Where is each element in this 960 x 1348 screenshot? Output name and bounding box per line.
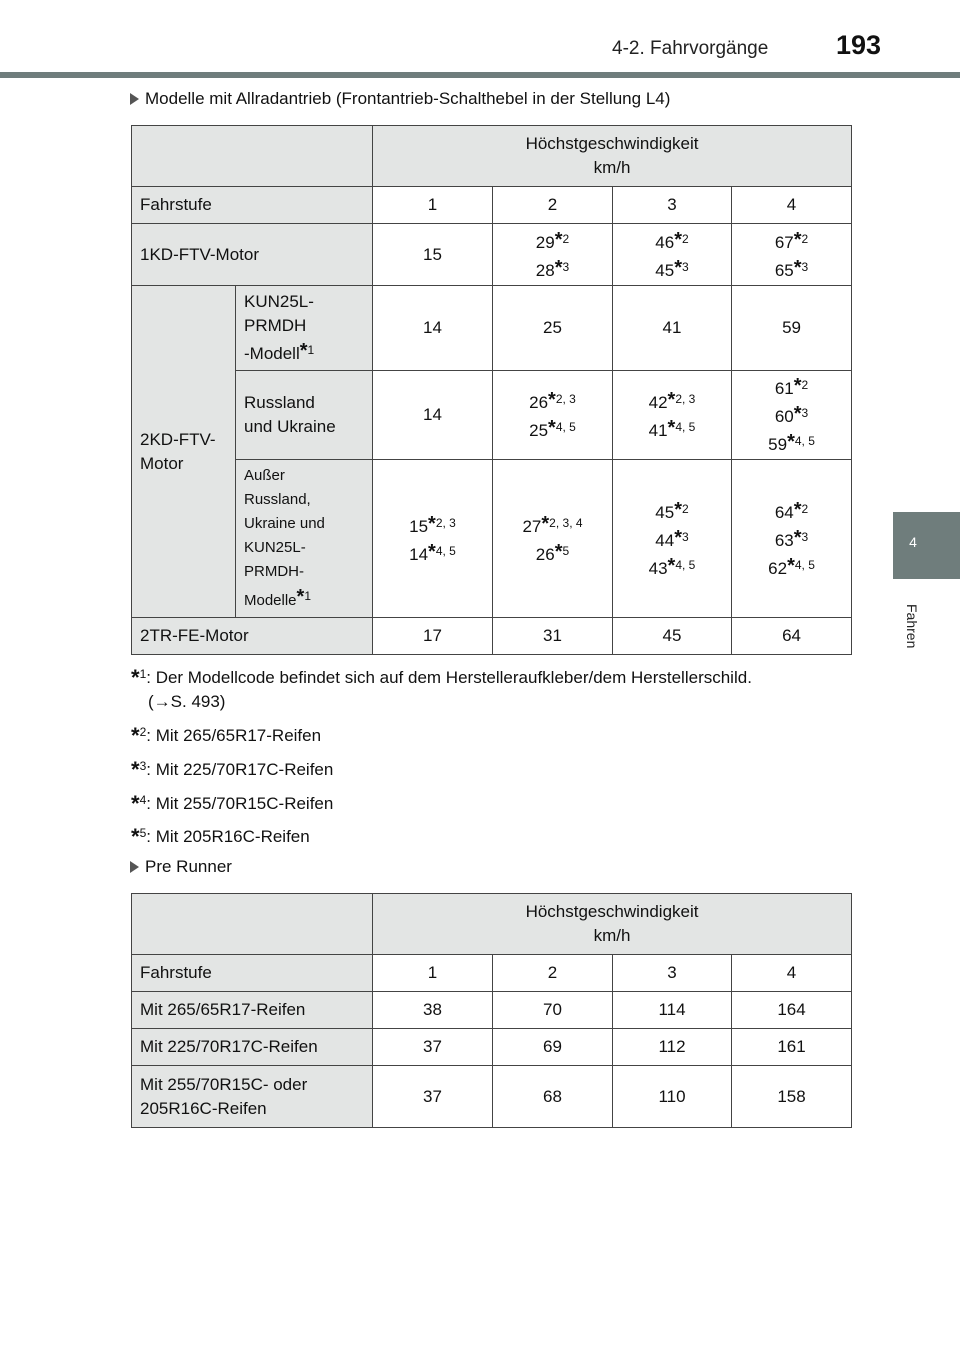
header-section-title: 4-2. Fahrvorgänge	[612, 38, 769, 59]
value-cell: 14	[373, 286, 493, 371]
footnote-1: *$^1$: Der Modellcode befindet sich auf dem Herstelleraufkleber/dem Herstellerschild. (→S. 493)	[131, 665, 752, 711]
value-cell: 114	[613, 992, 732, 1029]
sub-label: KUN25L- PRMDH -Modell*$^1$	[236, 286, 373, 371]
gear-row	[132, 955, 852, 992]
value-cell: 110	[613, 1066, 732, 1128]
table-row	[132, 371, 852, 460]
row-label: Mit 255/70R15C- oder 205R16C-Reifen	[132, 1066, 373, 1128]
speed-table-allrad	[131, 125, 852, 655]
value-cell: 70	[493, 992, 613, 1029]
table-row	[132, 224, 852, 286]
speed-table-prerunner	[131, 893, 852, 1128]
value-cell: 112	[613, 1029, 732, 1066]
value-cell: 67*$^2$ 65*$^3$	[732, 224, 852, 286]
chapter-tab[interactable]	[893, 512, 960, 579]
table-row	[132, 1066, 852, 1128]
gear-1: 1	[373, 187, 493, 224]
sub-label: Russland und Ukraine	[236, 371, 373, 460]
value-cell: 14	[373, 371, 493, 460]
table-header-row	[132, 894, 852, 955]
gear-3: 3	[613, 955, 732, 992]
section-heading-prerunner	[130, 857, 232, 877]
gear-4: 4	[732, 187, 852, 224]
header-rule	[0, 72, 960, 78]
value-cell: 161	[732, 1029, 852, 1066]
footnote-4: *$^4$: Mit 255/70R15C-Reifen	[131, 791, 334, 816]
value-cell: 45*$^2$ 44*$^3$ 43*$^{4, 5}$	[613, 460, 732, 618]
footnote-5: *$^5$: Mit 205R16C-Reifen	[131, 824, 310, 849]
chapter-tab-number: 4	[909, 534, 917, 550]
table-row	[132, 992, 852, 1029]
value-cell: 41	[613, 286, 732, 371]
triangle-bullet-icon	[130, 93, 139, 105]
row-label: 2TR-FE-Motor	[132, 618, 373, 655]
value-cell: 26*$^{2, 3}$ 25*$^{4, 5}$	[493, 371, 613, 460]
chapter-tab-label: Fahren	[904, 604, 920, 649]
row-label: 1KD-FTV-Motor	[132, 224, 373, 286]
table-row	[132, 1029, 852, 1066]
section-heading-text: Modelle mit Allradantrieb (Frontantrieb-Schalthebel in der Stellung L4)	[145, 89, 671, 108]
value-cell: 45	[613, 618, 732, 655]
value-cell: 37	[373, 1029, 493, 1066]
gear-row	[132, 187, 852, 224]
value-cell: 29*$^2$ 28*$^3$	[493, 224, 613, 286]
gear-4: 4	[732, 955, 852, 992]
value-cell: 46*$^2$ 45*$^3$	[613, 224, 732, 286]
header-unit: km/h	[593, 926, 631, 945]
gear-2: 2	[493, 955, 613, 992]
sub-label: Außer Russland, Ukraine und KUN25L- PRMDH- Modelle*$^1$	[236, 460, 373, 618]
header-empty-cell	[132, 126, 373, 187]
group-label-2kd: 2KD-FTV- Motor	[132, 286, 236, 618]
gear-3: 3	[613, 187, 732, 224]
gear-label: Fahrstufe	[132, 955, 373, 992]
gear-1: 1	[373, 955, 493, 992]
value-cell: 59	[732, 286, 852, 371]
gear-2: 2	[493, 187, 613, 224]
value-cell: 64	[732, 618, 852, 655]
value-cell: 61*$^2$ 60*$^3$ 59*$^{4, 5}$	[732, 371, 852, 460]
header-max-speed: Höchstgeschwindigkeit	[525, 902, 699, 921]
table-row	[132, 286, 852, 371]
value-cell: 68	[493, 1066, 613, 1128]
footnote-3: *$^3$: Mit 225/70R17C-Reifen	[131, 757, 334, 782]
header-max-speed-cell	[373, 894, 852, 955]
header-unit: km/h	[593, 158, 631, 177]
value-cell: 31	[493, 618, 613, 655]
table-row	[132, 618, 852, 655]
value-cell: 42*$^{2, 3}$ 41*$^{4, 5}$	[613, 371, 732, 460]
value-cell: 158	[732, 1066, 852, 1128]
value-cell: 17	[373, 618, 493, 655]
footnote-2: *$^2$: Mit 265/65R17-Reifen	[131, 723, 322, 748]
value-cell: 164	[732, 992, 852, 1029]
value-cell: 37	[373, 1066, 493, 1128]
table-row	[132, 460, 852, 618]
page-number: 193	[836, 30, 882, 60]
value-cell: 15*$^{2, 3}$ 14*$^{4, 5}$	[373, 460, 493, 618]
gear-label: Fahrstufe	[132, 187, 373, 224]
header-max-speed: Höchstgeschwindigkeit	[525, 134, 699, 153]
row-label: Mit 225/70R17C-Reifen	[132, 1029, 373, 1066]
section-heading-allrad	[130, 89, 670, 109]
row-label: Mit 265/65R17-Reifen	[132, 992, 373, 1029]
triangle-bullet-icon	[130, 861, 139, 873]
value-cell: 69	[493, 1029, 613, 1066]
value-cell: 64*$^2$ 63*$^3$ 62*$^{4, 5}$	[732, 460, 852, 618]
value-cell: 15	[373, 224, 493, 286]
value-cell: 27*$^{2, 3, 4}$ 26*$^5$	[493, 460, 613, 618]
value-cell: 25	[493, 286, 613, 371]
value-cell: 38	[373, 992, 493, 1029]
header-max-speed-cell	[373, 126, 852, 187]
header-empty-cell	[132, 894, 373, 955]
section-heading-text: Pre Runner	[145, 857, 232, 876]
table-header-row	[132, 126, 852, 187]
